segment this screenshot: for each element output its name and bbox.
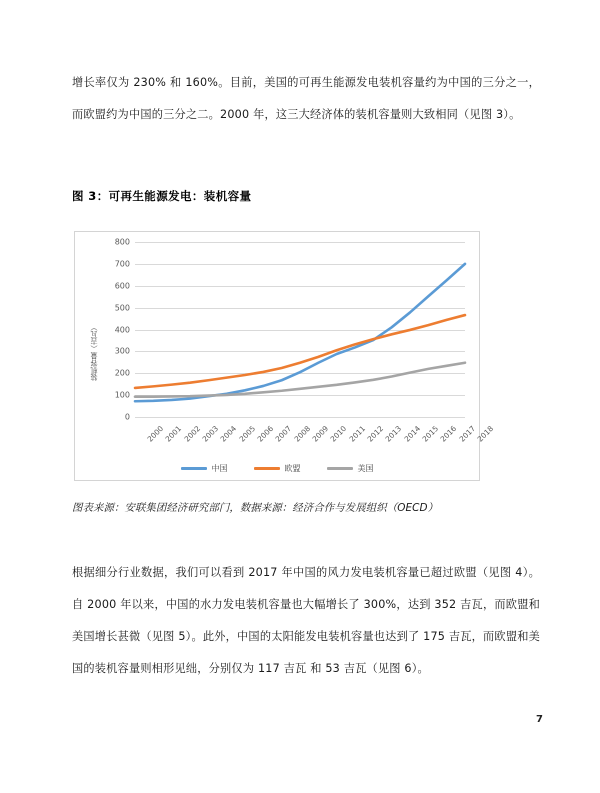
legend-color-swatch xyxy=(327,467,353,471)
x-axis-tick: 2007 xyxy=(273,424,294,444)
legend-item[interactable] xyxy=(181,463,228,474)
legend-item[interactable] xyxy=(254,463,301,474)
x-axis-tick: 2008 xyxy=(292,424,312,444)
series-line xyxy=(135,264,465,401)
y-axis-tick: 600 xyxy=(114,281,130,291)
x-axis-tick: 2001 xyxy=(163,424,184,444)
chart-canvas xyxy=(114,237,496,444)
x-axis-tick: 2009 xyxy=(310,424,331,444)
y-axis-tick: 800 xyxy=(114,237,130,247)
x-axis-tick: 2013 xyxy=(383,424,404,444)
y-axis-title: 装机容量（吉瓦） xyxy=(89,323,98,381)
x-axis-tick: 2018 xyxy=(475,424,496,444)
legend-color-swatch xyxy=(181,467,207,471)
chart-legend xyxy=(75,463,479,474)
paragraph-above-figure: 增长率仅为 230% 和 160%。目前，美国的可再生能源发电装机容量约为中国的三分之一，而欧盟约为中国的三分之二。2000 年，这三大经济体的装机容量则大致相同（见图 3）。 xyxy=(72,76,540,122)
legend-label: 中国 xyxy=(211,464,228,473)
y-axis-tick: 700 xyxy=(114,259,130,269)
x-axis-tick: 2010 xyxy=(328,424,349,444)
x-axis-tick: 2011 xyxy=(347,424,367,444)
legend-color-swatch xyxy=(254,467,280,471)
x-axis-tick: 2006 xyxy=(255,424,276,444)
x-axis-tick: 2015 xyxy=(420,424,441,444)
legend-label: 欧盟 xyxy=(284,464,301,473)
chart-series-group xyxy=(135,242,465,417)
y-axis-tick: 500 xyxy=(114,303,130,313)
y-axis-tick: 400 xyxy=(114,325,130,334)
figure-title: 图 3：可再生能源发电：装机容量 xyxy=(72,189,252,203)
y-axis-tick: 300 xyxy=(114,346,130,356)
page-number: 7 xyxy=(536,714,543,725)
x-axis-tick: 2016 xyxy=(438,424,459,444)
x-axis-tick: 2017 xyxy=(457,424,477,444)
x-axis-tick: 2004 xyxy=(218,424,239,444)
figure-source-note: 图表来源：安联集团经济研究部门，数据来源：经济合作与发展组织（OECD） xyxy=(72,502,439,514)
chart-plot-area xyxy=(75,232,496,480)
x-axis-tick: 2000 xyxy=(145,424,166,444)
paragraph-below-figure: 根据细分行业数据，我们可以看到 2017 年中国的风力发电装机容量已超过欧盟（见图 4）。自 2000 年以来，中国的水力发电装机容量也大幅增长了 300%，达到 352 吉瓦，而欧盟和美国增长甚微（见图 5）。此外，中国的太阳能发电装机容量也达到了 175 吉瓦，而欧盟和美国的装机容量则相形见绌，分别仅为 117 吉瓦 和 53 吉瓦（见图 6）。 xyxy=(72,566,540,676)
x-axis-tick: 2014 xyxy=(402,424,422,444)
gridline xyxy=(135,417,465,418)
legend-item[interactable] xyxy=(327,463,374,474)
figure-3-chart xyxy=(74,231,496,481)
x-axis-tick: 2003 xyxy=(200,424,221,444)
x-axis-tick: 2002 xyxy=(182,424,202,444)
x-axis-tick: 2005 xyxy=(237,424,257,444)
x-axis-tick: 2012 xyxy=(365,424,386,444)
y-axis-tick: 200 xyxy=(114,368,130,378)
series-line xyxy=(135,363,465,397)
y-axis-tick: 100 xyxy=(114,390,130,400)
y-axis-tick: 0 xyxy=(124,412,130,422)
series-line xyxy=(135,315,465,388)
legend-label: 美国 xyxy=(357,464,374,473)
